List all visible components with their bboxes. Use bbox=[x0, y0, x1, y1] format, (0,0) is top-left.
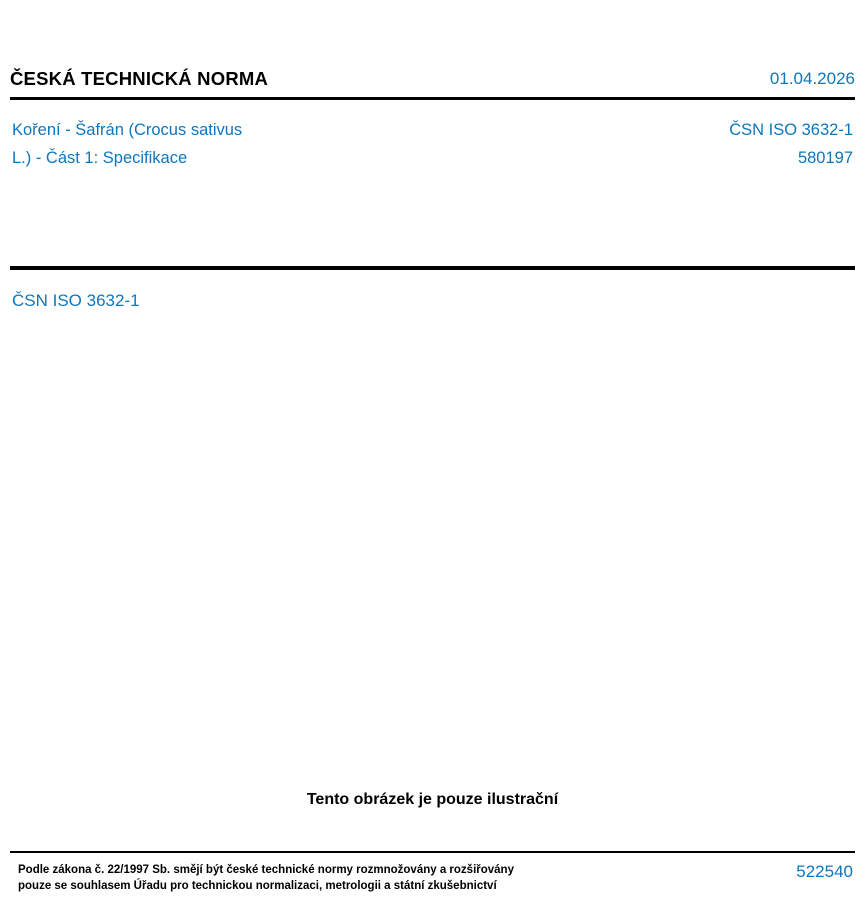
illustration-note: Tento obrázek je pouze ilustrační bbox=[306, 791, 559, 808]
standard-code: ČSN ISO 3632-1 bbox=[729, 121, 853, 139]
publication-date: 01.04.2026 bbox=[769, 69, 855, 88]
footer-divider bbox=[10, 851, 855, 853]
standard-type-heading: ČESKÁ TECHNICKÁ NORMA bbox=[10, 68, 269, 89]
footer-line-1: Podle zákona č. 22/1997 Sb. smějí být české technické normy rozmnožovány a rozšiřovány bbox=[18, 864, 514, 876]
document-title bbox=[12, 116, 532, 172]
document-header bbox=[10, 68, 855, 94]
footer-line-2: pouze se souhlasem Úřadu pro technickou normalizaci, metrologii a státní zkušebnictví bbox=[18, 880, 497, 892]
header-divider bbox=[10, 97, 855, 100]
document-identifiers bbox=[729, 116, 853, 172]
designation-label: ČSN ISO 3632-1 bbox=[12, 291, 140, 310]
footer-document-number: 522540 bbox=[796, 862, 853, 881]
title-line-2: L.) - Část 1: Specifikace bbox=[12, 149, 188, 167]
footer-notice bbox=[18, 862, 618, 894]
title-divider bbox=[10, 266, 855, 270]
catalog-number: 580197 bbox=[797, 149, 853, 167]
title-line-1: Koření - Šafrán (Crocus sativus bbox=[12, 121, 243, 139]
